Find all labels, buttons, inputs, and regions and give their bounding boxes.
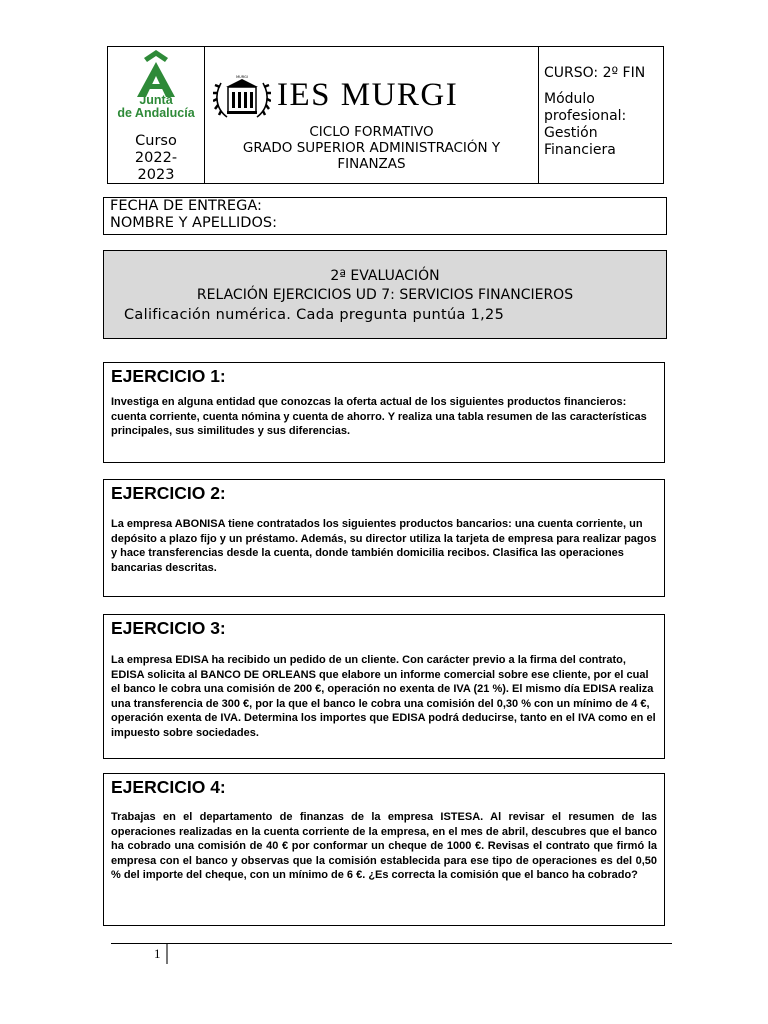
seal-text: MURGI: [236, 75, 248, 79]
curso-group-value: 2º FIN: [602, 65, 646, 81]
exercise-3-text: La empresa EDISA ha recibido un pedido de un cliente. Con carácter previo a la firma del contrato, EDISA solicita al BANCO DE ORLEANS que elabore un informe comercial sobre ese cliente, por el cual el banco le cobra una comisión de 200 €, operación no exenta de IVA (21 %). El mismo día EDISA realiza una transferencia de 300 €, por la que el banco le cobra una comisión del 0,30 % con un mínimo de 4 €, operación exenta de IVA. Determina los importes que EDISA podrá deducirse, tanto en el IVA como en el impuesto sobre sociedades.: [111, 654, 656, 739]
curso-years-part2: 2023: [137, 167, 175, 183]
curso-label: [108, 133, 204, 184]
document-header: [107, 46, 664, 184]
logo-text-line2: de Andalucía: [117, 106, 195, 120]
ciclo-line3: FINANZAS: [337, 156, 406, 172]
page-number: 1: [154, 946, 161, 961]
logo-text: [108, 94, 204, 120]
curso-word: Curso: [135, 133, 177, 149]
footer-divider: [111, 943, 672, 944]
exercise-4-text: Trabajas en el departamento de finanzas de la empresa ISTESA. Al revisar el resumen de las operaciones realizadas en la cuenta corriente de la empresa, en el mes de abril, descubres que el banco ha cobrado una comisión de 40 € por conformar un cheque de 1000 €. Revisas el contrato que firmó la empresa con el banco y observas que la comisión establecida para ese tipo de operaciones es del 0,50 % del importe del cheque, con un mínimo de 6 €. ¿Es correcta la comisión que el banco ha cobrado?: [111, 811, 657, 881]
fecha-entrega-label: FECHA DE ENTREGA:: [110, 198, 262, 214]
exercise-3: [103, 614, 665, 759]
header-middle-cell: [205, 47, 539, 183]
ciclo-formativo: [205, 124, 538, 172]
exercise-2: [103, 479, 665, 597]
exercise-4: [103, 773, 665, 926]
exercise-4-title: EJERCICIO 4:: [111, 777, 226, 797]
curso-years-part1: 2022-: [134, 150, 178, 166]
modulo-label-line1: Módulo: [544, 91, 595, 107]
header-left-cell: [108, 47, 205, 183]
junta-de-andalucia-logo-icon: [128, 49, 184, 99]
exercise-1-text: Investiga en alguna entidad que conozcas la oferta actual de los siguientes productos financieros: cuenta corriente, cuenta nómina y cuenta de ahorro. Y realiza una tabla resumen de las características principales, sus similitudes y sus diferencias.: [111, 396, 647, 437]
curso-group-label: CURSO:: [544, 65, 603, 81]
header-right-cell: [539, 47, 663, 183]
ciclo-line1: CICLO FORMATIVO: [309, 124, 434, 140]
exercise-2-title: EJERCICIO 2:: [111, 483, 226, 503]
ciclo-line2: GRADO SUPERIOR ADMINISTRACIÓN Y: [242, 140, 501, 156]
nombre-apellidos-label: NOMBRE Y APELLIDOS:: [110, 215, 277, 231]
exercise-2-text: La empresa ABONISA tiene contratados los siguientes productos bancarios: una cuenta corriente, un depósito a plazo fijo y un préstamo. Además, su director utiliza la tarjeta de empresa para realizar pagos y hace transferencias desde la cuenta, donde también domicilia recibos. Clasifica las operaciones bancarias descritas.: [111, 518, 657, 574]
evaluation-title: 2ª EVALUACIÓN: [330, 268, 440, 284]
evaluation-box: [103, 250, 667, 339]
unit-title: RELACIÓN EJERCICIOS UD 7: SERVICIOS FINANCIEROS: [196, 287, 574, 303]
exercise-1: [103, 362, 665, 463]
modulo-label-line2: profesional:: [544, 108, 627, 124]
page-number-bar: [166, 944, 168, 964]
grading-note: Calificación numérica. Cada pregunta puntúa 1,25: [124, 307, 505, 323]
student-info-box: [103, 197, 667, 235]
school-seal-icon: [213, 75, 271, 121]
curso-group: [544, 65, 663, 82]
modulo-value-line1: Gestión: [544, 125, 598, 141]
logo-text-line1: Junta: [139, 93, 173, 107]
modulo-value-line2: Financiera: [544, 142, 616, 158]
exercise-1-title: EJERCICIO 1:: [111, 366, 226, 386]
school-name: IES MURGI: [277, 77, 459, 113]
exercise-3-title: EJERCICIO 3:: [111, 618, 226, 638]
